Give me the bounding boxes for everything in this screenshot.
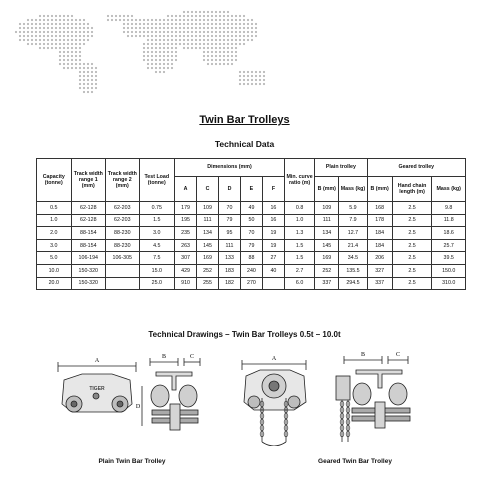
- table-cell: 16: [262, 214, 284, 227]
- page-title: Twin Bar Trolleys: [199, 114, 290, 126]
- table-row: [37, 252, 466, 265]
- table-cell: 1.5: [139, 214, 175, 227]
- dim-label-c-geared: C: [395, 352, 401, 358]
- table-cell: 2.5: [392, 264, 432, 277]
- table-cell: 184: [367, 239, 392, 252]
- table-cell: 255: [197, 277, 219, 290]
- table-cell: 79: [219, 214, 241, 227]
- table-cell: [106, 264, 139, 277]
- header-geared-b: B (mm): [367, 177, 392, 202]
- table-cell: 62-128: [71, 202, 106, 215]
- table-cell: 2.5: [392, 239, 432, 252]
- technical-data-table: [36, 158, 466, 290]
- table-cell: 134: [197, 227, 219, 240]
- table-cell: 7.5: [139, 252, 175, 265]
- table-cell: 1.5: [284, 239, 314, 252]
- geared-trolley-drawing: [232, 346, 422, 446]
- header-track-width-1: Track width range 1 (mm): [71, 159, 106, 202]
- table-cell: 50: [240, 214, 262, 227]
- header-dim-c: C: [197, 177, 219, 202]
- table-cell: 106-305: [106, 252, 139, 265]
- header-test-load: Test Load (tonne): [139, 159, 175, 202]
- header-dim-f: F: [262, 177, 284, 202]
- table-cell: 6.0: [284, 277, 314, 290]
- header-dim-e: E: [240, 177, 262, 202]
- table-cell: 27: [262, 252, 284, 265]
- table-cell: 206: [367, 252, 392, 265]
- table-cell: 62-203: [106, 202, 139, 215]
- table-cell: 252: [197, 264, 219, 277]
- table-cell: 19: [262, 239, 284, 252]
- table-cell: [106, 277, 139, 290]
- dim-label-c: C: [189, 354, 195, 360]
- table-cell: 88-154: [71, 227, 106, 240]
- table-cell: 169: [315, 252, 339, 265]
- dim-label-a-geared: A: [271, 356, 277, 362]
- table-cell: 25.7: [432, 239, 466, 252]
- table-cell: 1.0: [37, 214, 72, 227]
- table-row: [37, 277, 466, 290]
- table-cell: 88-230: [106, 227, 139, 240]
- table-cell: 109: [315, 202, 339, 215]
- table-cell: 10.0: [37, 264, 72, 277]
- table-cell: 307: [175, 252, 197, 265]
- header-dim-a: A: [175, 177, 197, 202]
- table-cell: 150-320: [71, 264, 106, 277]
- table-cell: 133: [219, 252, 241, 265]
- table-cell: 3.0: [37, 239, 72, 252]
- table-cell: 168: [367, 202, 392, 215]
- table-cell: 34.5: [339, 252, 367, 265]
- table-cell: 337: [367, 277, 392, 290]
- table-cell: 9.8: [432, 202, 466, 215]
- table-cell: 235: [175, 227, 197, 240]
- table-cell: 95: [219, 227, 241, 240]
- table-cell: 39.5: [432, 252, 466, 265]
- table-cell: 79: [240, 239, 262, 252]
- world-map-graphic: [0, 0, 300, 110]
- table-cell: 2.5: [392, 214, 432, 227]
- caption-geared-trolley: Geared Twin Bar Trolley: [318, 458, 392, 465]
- table-cell: 183: [219, 264, 241, 277]
- table-cell: 7.9: [339, 214, 367, 227]
- page-subtitle: Technical Data: [214, 139, 275, 149]
- header-plain-b: B (mm): [315, 177, 339, 202]
- table-row: [37, 227, 466, 240]
- table-cell: 2.5: [392, 227, 432, 240]
- table-cell: 145: [315, 239, 339, 252]
- table-header-row: [37, 159, 466, 177]
- dim-label-b-geared: B: [360, 352, 366, 358]
- table-cell: 429: [175, 264, 197, 277]
- table-cell: 70: [219, 202, 241, 215]
- table-cell: 2.5: [392, 277, 432, 290]
- table-cell: 179: [175, 202, 197, 215]
- drawings-title: Technical Drawings – Twin Bar Trolleys 0.5t – 10.0t: [148, 330, 341, 339]
- dim-label-a: A: [94, 358, 100, 364]
- table-cell: 11.8: [432, 214, 466, 227]
- table-cell: 5.9: [339, 202, 367, 215]
- dim-label-b: B: [161, 354, 167, 360]
- table-cell: 0.8: [284, 202, 314, 215]
- table-cell: 3.0: [139, 227, 175, 240]
- table-cell: 88: [240, 252, 262, 265]
- table-cell: 184: [367, 227, 392, 240]
- table-cell: 88-154: [71, 239, 106, 252]
- header-dim-d: D: [219, 177, 241, 202]
- table-cell: 21.4: [339, 239, 367, 252]
- table-cell: 5.0: [37, 252, 72, 265]
- header-geared-trolley: Geared trolley: [367, 159, 465, 177]
- table-cell: 2.5: [392, 252, 432, 265]
- table-cell: 70: [240, 227, 262, 240]
- table-cell: 310.0: [432, 277, 466, 290]
- table-cell: 16: [262, 202, 284, 215]
- table-row: [37, 239, 466, 252]
- table-cell: 20.0: [37, 277, 72, 290]
- header-min-curve: Min. curve ratio (m): [284, 159, 314, 202]
- table-cell: 12.7: [339, 227, 367, 240]
- table-cell: 15.0: [139, 264, 175, 277]
- caption-plain-trolley: Plain Twin Bar Trolley: [98, 458, 166, 465]
- header-dimensions: Dimensions (mm): [175, 159, 285, 177]
- table-cell: 195: [175, 214, 197, 227]
- table-row: [37, 202, 466, 215]
- table-cell: 88-230: [106, 239, 139, 252]
- table-cell: 270: [240, 277, 262, 290]
- table-cell: 2.5: [392, 202, 432, 215]
- header-track-width-2: Track width range 2 (mm): [106, 159, 139, 202]
- table-cell: 182: [219, 277, 241, 290]
- plain-trolley-drawing: [52, 346, 202, 446]
- table-cell: 109: [197, 202, 219, 215]
- header-geared-mass: Mass (kg): [432, 177, 466, 202]
- table-cell: 337: [315, 277, 339, 290]
- table-cell: 4.5: [139, 239, 175, 252]
- table-cell: 294.5: [339, 277, 367, 290]
- table-cell: 25.0: [139, 277, 175, 290]
- table-cell: 169: [197, 252, 219, 265]
- table-cell: 0.5: [37, 202, 72, 215]
- table-cell: 910: [175, 277, 197, 290]
- table-cell: 145: [197, 239, 219, 252]
- table-cell: 1.0: [284, 214, 314, 227]
- table-cell: 106-194: [71, 252, 106, 265]
- table-cell: 150.0: [432, 264, 466, 277]
- table-cell: 135.5: [339, 264, 367, 277]
- table-cell: 62-203: [106, 214, 139, 227]
- table-cell: 134: [315, 227, 339, 240]
- table-cell: 1.5: [284, 252, 314, 265]
- table-cell: 40: [262, 264, 284, 277]
- table-cell: 62-128: [71, 214, 106, 227]
- table-cell: 263: [175, 239, 197, 252]
- table-cell: 18.6: [432, 227, 466, 240]
- table-cell: 252: [315, 264, 339, 277]
- table-cell: 0.75: [139, 202, 175, 215]
- table-cell: 49: [240, 202, 262, 215]
- table-row: [37, 214, 466, 227]
- header-capacity: Capacity (tonne): [37, 159, 72, 202]
- header-geared-chain: Hand chain length (m): [392, 177, 432, 202]
- table-cell: 1.3: [284, 227, 314, 240]
- table-cell: 178: [367, 214, 392, 227]
- table-cell: 150-320: [71, 277, 106, 290]
- table-cell: 111: [219, 239, 241, 252]
- table-cell: 19: [262, 227, 284, 240]
- table-cell: 327: [367, 264, 392, 277]
- table-cell: 2.0: [37, 227, 72, 240]
- table-row: [37, 264, 466, 277]
- table-cell: [262, 277, 284, 290]
- table-cell: 240: [240, 264, 262, 277]
- table-cell: 111: [315, 214, 339, 227]
- table-cell: 111: [197, 214, 219, 227]
- trolley-logo: TIGER: [89, 386, 105, 392]
- header-plain-mass: Mass (kg): [339, 177, 367, 202]
- table-cell: 2.7: [284, 264, 314, 277]
- dim-label-d: D: [135, 404, 141, 410]
- header-plain-trolley: Plain trolley: [315, 159, 367, 177]
